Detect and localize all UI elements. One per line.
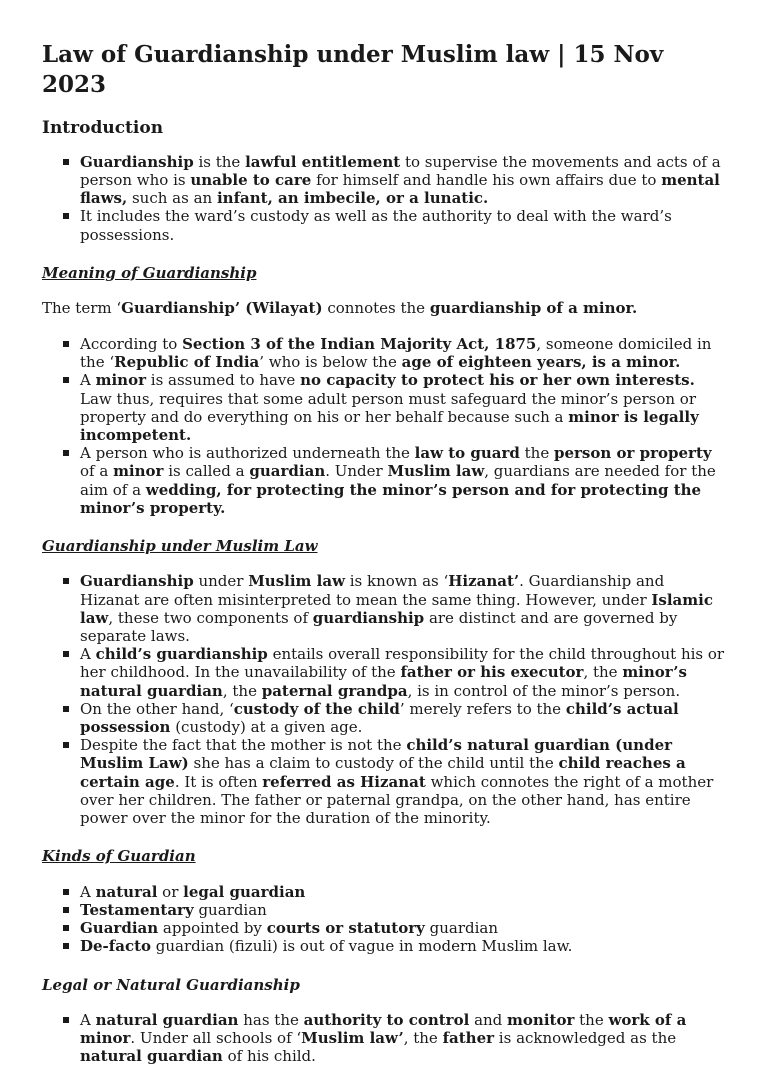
emphasis-text: guardianship: [312, 608, 425, 627]
emphasis-text: Guardianship: [80, 572, 194, 591]
meaning-intro: The term ‘Guardianship’ (Wilayat) connotes the guardianship of a minor.: [42, 299, 638, 318]
emphasis-text: Muslim law: [387, 462, 485, 481]
emphasis-text: minor: [95, 371, 146, 390]
emphasis-text: minor is legally incompetent.: [80, 407, 699, 444]
emphasis-text: Testamentary: [80, 900, 194, 919]
list-item: A child’s guardianship entails overall responsibility for the child throughout his or her childhood. In the unavailability of the father or his executor, the minor’s natural guardian, the paternal grandpa, is in control of the minor’s person.: [80, 645, 725, 700]
kinds-list: [42, 883, 726, 956]
emphasis-text: minor: [113, 462, 164, 481]
emphasis-text: lawful entitlement: [245, 152, 401, 171]
list-item: On the other hand, ‘custody of the child’ merely refers to the child’s actual possession (custody) at a given age.: [80, 700, 726, 736]
emphasis-text: age of eighteen years, is a minor.: [401, 353, 681, 372]
emphasis-text: Hizanat’: [448, 572, 520, 591]
introduction-list: [42, 153, 726, 244]
list-item: A person who is authorized underneath the law to guard the person or property of a minor is called a guardian. Under Muslim law, guardians are needed for the aim of a wedding, for protecting the minor’s person and for protecting the minor’s property.: [80, 444, 726, 517]
emphasis-text: natural guardian: [95, 1011, 239, 1030]
emphasis-text: child’s actual possession: [80, 699, 679, 737]
kinds-heading: Kinds of Guardian: [42, 847, 196, 866]
meaning-heading: Meaning of Guardianship: [42, 263, 257, 282]
list-item: Despite the fact that the mother is not the child’s natural guardian (under Muslim Law) she has a claim to custody of the child until the child reaches a certain age. It is often referred as Hizanat which connotes the right of a mother over her children. The father or paternal grandpa, on the other hand, has entire power over the minor for the duration of the minority.: [80, 736, 726, 827]
emphasis-text: courts or statutory: [266, 919, 425, 938]
list-item: Guardianship is the lawful entitlement to supervise the movements and acts of a person who is unable to care for himself and handle his own affairs due to mental flaws, such as an infant, an imbecile, or a lunatic.: [80, 153, 726, 208]
emphasis-text: child reaches a certain age: [80, 754, 686, 791]
emphasis-text: guardian: [249, 462, 326, 481]
under-muslim-law-list: [42, 572, 726, 827]
emphasis-text: monitor: [507, 1011, 575, 1030]
introduction-heading: Introduction: [42, 117, 164, 138]
emphasis-text: work of a minor: [80, 1011, 687, 1048]
emphasis-text: Republic of India: [114, 353, 260, 372]
emphasis-text: father or his executor: [400, 663, 584, 682]
emphasis-text: De-facto: [80, 937, 152, 956]
page-title: Law of Guardianship under Muslim law | 15 Nov 2023: [42, 41, 664, 98]
under-muslim-law-heading: Guardianship under Muslim Law: [42, 536, 318, 555]
emphasis-text: legal guardian: [183, 882, 306, 901]
emphasis-text: Islamic law: [80, 590, 713, 627]
list-item: Guardianship under Muslim law is known as ‘Hizanat’. Guardianship and Hizanat are often misinterpreted to mean the same thing. However, under Islamic law, these two components of guardianship are distinct and are governed by separate laws.: [80, 572, 726, 645]
emphasis-text: paternal grandpa: [261, 681, 408, 700]
emphasis-text: authority to control: [303, 1011, 470, 1030]
emphasis-text: Muslim law’: [301, 1029, 404, 1048]
list-item: According to Section 3 of the Indian Majority Act, 1875, someone domiciled in the ‘Republic of India’ who is below the age of eighteen years, is a minor.: [80, 335, 726, 371]
emphasis-text: wedding, for protecting the minor’s person and for protecting the minor’s property.: [80, 480, 702, 517]
list-item: A natural guardian has the authority to control and monitor the work of a minor. Under all schools of ‘Muslim law’, the father is acknowledged as the natural guardian of his child.: [80, 1011, 726, 1066]
list-item: Testamentary guardian: [80, 901, 726, 919]
legal-natural-heading: Legal or Natural Guardianship: [42, 975, 300, 994]
emphasis-text: infant, an imbecile, or a lunatic.: [216, 189, 489, 208]
emphasis-text: Guardianship’ (Wilayat): [121, 299, 323, 318]
emphasis-text: father: [442, 1029, 495, 1048]
list-item: A minor is assumed to have no capacity to protect his or her own interests. Law thus, requires that some adult person must safeguard the minor’s person or property and do everything on his or her behalf because such a minor is legally incompetent.: [80, 371, 726, 444]
emphasis-text: child’s guardianship: [95, 645, 268, 664]
emphasis-text: mental flaws,: [80, 171, 720, 208]
emphasis-text: law to guard: [414, 444, 520, 463]
emphasis-text: Muslim law: [248, 572, 345, 591]
emphasis-text: custody of the child: [233, 699, 400, 718]
emphasis-text: natural: [95, 882, 158, 901]
emphasis-text: minor’s natural guardian: [80, 663, 687, 700]
legal-natural-list: [42, 1011, 726, 1066]
meaning-list: [42, 335, 726, 517]
emphasis-text: referred as Hizanat: [262, 772, 426, 791]
emphasis-text: unable to care: [190, 171, 312, 190]
emphasis-text: child’s natural guardian (under Muslim Law): [80, 736, 673, 773]
emphasis-text: person or property: [553, 444, 712, 463]
emphasis-text: natural guardian: [80, 1047, 223, 1066]
list-item: It includes the ward’s custody as well as the authority to deal with the ward’s possessions.: [80, 207, 726, 243]
emphasis-text: Guardian: [80, 919, 159, 938]
emphasis-text: Guardianship: [80, 152, 194, 171]
emphasis-text: no capacity to protect his or her own interests.: [300, 371, 695, 390]
list-item: A natural or legal guardian: [80, 883, 726, 901]
list-item: Guardian appointed by courts or statutory guardian: [80, 919, 726, 937]
emphasis-text: Section 3 of the Indian Majority Act, 1875: [182, 334, 537, 353]
list-item: De-facto guardian (fizuli) is out of vague in modern Muslim law.: [80, 937, 726, 955]
emphasis-text: guardianship of a minor.: [429, 299, 638, 318]
